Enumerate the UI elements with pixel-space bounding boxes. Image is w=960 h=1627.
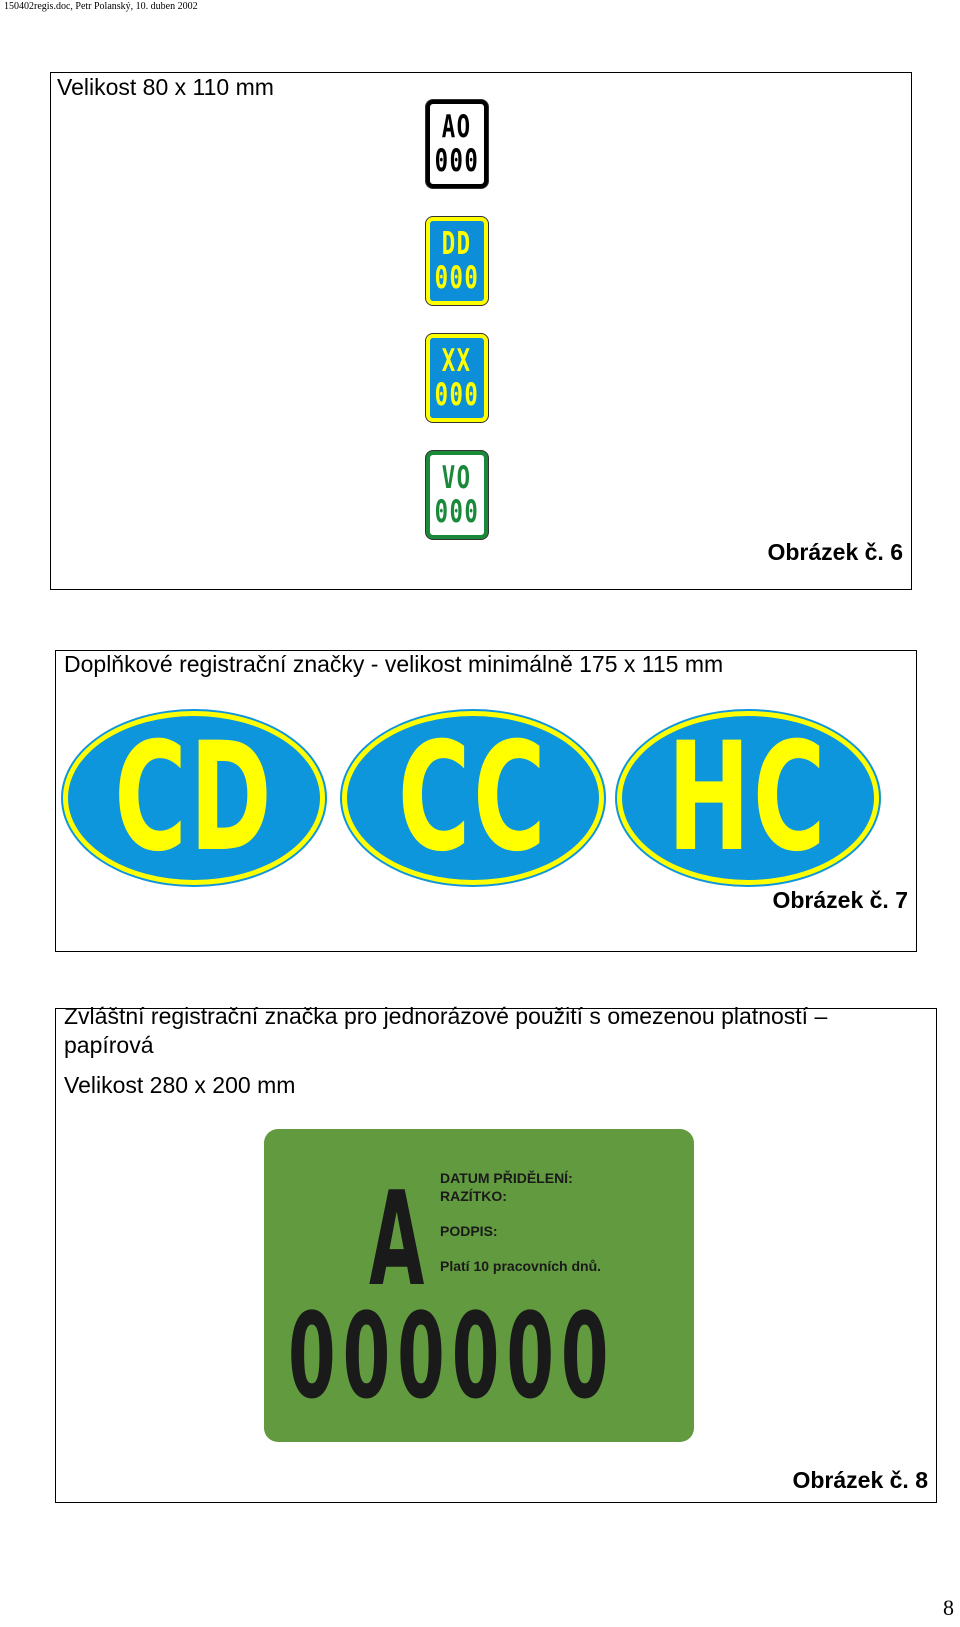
plate-line-1: DD — [442, 226, 472, 262]
figure-8-caption: Obrázek č. 8 — [792, 1467, 928, 1493]
document-header-note: 150402regis.doc, Petr Polanský, 10. duben 2002 — [4, 1, 198, 12]
oval-plate-cd — [63, 711, 325, 885]
plate-line-2: 000 — [434, 377, 480, 413]
page-number: 8 — [943, 1595, 954, 1620]
figure-6-size-label: Velikost 80 x 110 mm — [57, 74, 274, 100]
oval-plate-hc — [617, 711, 879, 885]
figure-8-size-label: Velikost 280 x 200 mm — [64, 1072, 296, 1098]
figure-7-caption: Obrázek č. 7 — [772, 887, 908, 913]
signature-label: PODPIS: — [440, 1223, 498, 1239]
plate-ao — [426, 100, 488, 188]
plate-line-2: 000 — [434, 143, 480, 179]
figure-6-box — [50, 72, 912, 590]
figure-7-box — [55, 650, 917, 952]
plate-line-1: VO — [442, 460, 472, 496]
plate-line-2: 000 — [434, 494, 480, 530]
plate-line-2: 000 — [434, 260, 480, 296]
oval-plate-text: CC — [397, 711, 549, 885]
oval-plate-text: CD — [113, 711, 275, 885]
paper-registration-plate — [264, 1129, 694, 1442]
plate-line-1: XX — [442, 343, 472, 379]
date-label: DATUM PŘIDĚLENÍ: — [440, 1170, 573, 1186]
oval-plate-cc — [342, 711, 604, 885]
plate-number: 000000 — [288, 1287, 616, 1425]
oval-plate-text: HC — [667, 711, 829, 885]
figure-8-title-line-1: Zvláštní registrační značka pro jednorázové použití s omezenou platností – — [64, 1003, 828, 1029]
stamp-label: RAZÍTKO: — [440, 1188, 507, 1204]
figure-8-box — [55, 1003, 937, 1503]
figure-7-title: Doplňkové registrační značky - velikost minimálně 175 x 115 mm — [64, 651, 724, 677]
plate-vo — [426, 451, 488, 539]
figure-6-caption: Obrázek č. 6 — [767, 539, 903, 565]
plate-letter: A — [369, 1163, 425, 1315]
figure-8-title-line-2: papírová — [64, 1032, 154, 1058]
validity-text: Platí 10 pracovních dnů. — [440, 1258, 602, 1274]
plate-xx — [426, 334, 488, 422]
plate-dd — [426, 217, 488, 305]
plate-line-1: AO — [442, 109, 472, 145]
